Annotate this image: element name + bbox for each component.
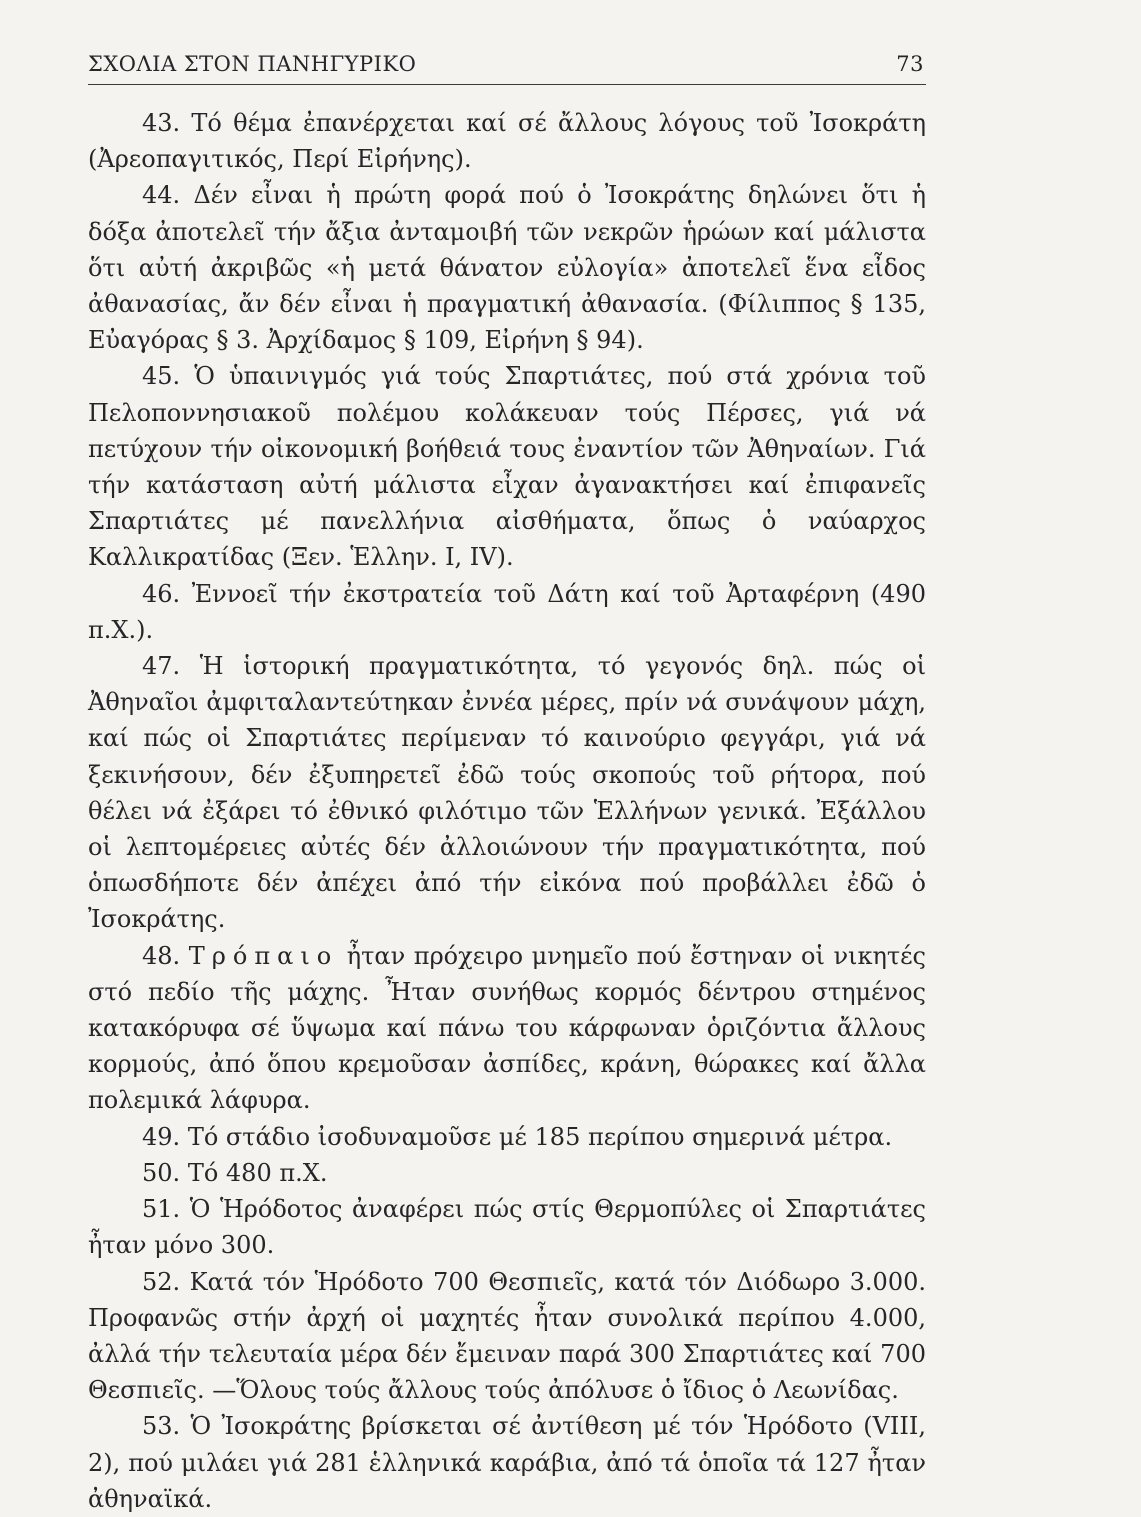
endnote-text: Ὁ Ἡρόδοτος ἀναφέρει πώς στίς Θερμοπύλες οἱ Σπαρτιάτες ἦταν μόνο 300. <box>88 1195 926 1260</box>
endnote-number: 49. <box>142 1122 181 1151</box>
endnote-51 <box>88 1191 926 1263</box>
endnote-44 <box>88 177 926 358</box>
endnote-46 <box>88 576 926 648</box>
endnote-text: Ὁ Ἰσοκράτης βρίσκεται σέ ἀντίθεση μέ τόν Ἡρόδοτο (VIII, 2), πού μιλάει γιά 281 ἑλληνικά καράβια, ἀπό τά ὁποῖα τά 127 ἦταν ἀθηναϊκά. <box>88 1412 926 1513</box>
endnote-text: Ὁ ὑπαινιγμός γιά τούς Σπαρτιάτες, πού στά χρόνια τοῦ Πελοποννησιακοῦ πολέμου κολάκευαν τούς Πέρσες, γιά νά πετύχουν τήν οἰκονομική βοήθειά τους ἐναντίον τῶν Ἀθηναίων. Γιά τήν κατάσταση αὐτή μάλιστα εἶχαν ἀγανακτήσει καί ἐπιφανεῖς Σπαρτιάτες μέ πανελλήνια αἰσθήματα, ὅπως ὁ ναύαρχος Καλλικρατίδας (Ξεν. Ἑλλην. I, IV). <box>88 362 926 572</box>
endnote-45 <box>88 358 926 575</box>
endnote-48 <box>88 938 926 1119</box>
endnote-52 <box>88 1264 926 1409</box>
endnote-47 <box>88 648 926 938</box>
endnote-number: 44. <box>142 181 181 210</box>
endnote-43 <box>88 105 926 177</box>
endnote-number: 53. <box>142 1412 181 1441</box>
endnote-text: Τό 480 π.Χ. <box>187 1158 328 1187</box>
book-page <box>88 52 926 1517</box>
running-title: ΣΧΟΛΙΑ ΣΤΟΝ ΠΑΝΗΓΥΡΙΚΟ <box>88 52 417 76</box>
endnote-53 <box>88 1408 926 1517</box>
endnote-number: 52. <box>142 1267 181 1296</box>
endnote-50 <box>88 1155 926 1191</box>
endnote-text: Κατά τόν Ἡρόδοτο 700 Θεσπιεῖς, κατά τόν Διόδωρο 3.000. Προφανῶς στήν ἀρχή οἱ μαχητές ἦταν συνολικά περίπου 4.000, ἀλλά τήν τελευταία μέρα δέν ἔμειναν παρά 300 Σπαρτιάτες καί 700 Θεσπιεῖς. —Ὅλους τούς ἄλλους τούς ἀπόλυσε ὁ ἴδιος ὁ Λεωνίδας. <box>88 1267 926 1405</box>
endnote-number: 46. <box>142 579 181 608</box>
endnote-number: 48. <box>142 941 181 970</box>
endnote-text: Τό στάδιο ἰσοδυναμοῦσε μέ 185 περίπου σημερινά μέτρα. <box>187 1122 893 1151</box>
endnote-text: Δέν εἶναι ἡ πρώτη φορά πού ὁ Ἰσοκράτης δηλώνει ὅτι ἡ δόξα ἀποτελεῖ τήν ἄξια ἀνταμοιβή τῶν νεκρῶν ἡρώων καί μάλιστα ὅτι αὐτή ἀκριβῶς «ἡ μετά θάνατον εὐλογία» ἀποτελεῖ ἕνα εἶδος ἀθανασίας, ἄν δέν εἶναι ἡ πραγματική ἀθανασία. (Φίλιππος § 135, Εὐαγόρας § 3. Ἀρχίδαμος § 109, Εἰρήνη § 94). <box>88 181 926 355</box>
endnote-number: 50. <box>142 1158 181 1187</box>
running-head <box>88 52 926 85</box>
endnote-text: Ἐννοεῖ τήν ἐκστρατεία τοῦ Δάτη καί τοῦ Ἀρταφέρνη (490 π.Χ.). <box>88 579 926 644</box>
endnote-number: 45. <box>142 362 181 391</box>
page-number: 73 <box>896 52 924 76</box>
endnote-number: 43. <box>142 109 181 137</box>
endnote-text: Τό θέμα ἐπανέρχεται καί σέ ἄλλους λόγους τοῦ Ἰσοκράτη (Ἀρεοπαγιτικός, Περί Εἰρήνης). <box>88 109 926 174</box>
endnotes-list <box>88 105 926 1517</box>
endnote-text: ἦταν πρόχειρο μνημεῖο πού ἔστηναν οἱ νικητές στό πεδίο τῆς μάχης. Ἦταν συνήθως κορμός δέντρου στημένος κατακόρυφα σέ ὕψωμα καί πάνω του κάρφωναν ὁριζόντια ἄλλους κορμούς, ἀπό ὅπου κρεμοῦσαν ἀσπίδες, κράνη, θώρακες καί ἄλλα πολεμικά λάφυρα. <box>88 941 926 1115</box>
endnote-spaced-term: Τρόπαιο <box>188 941 339 970</box>
endnote-text: Ἡ ἱστορική πραγματικότητα, τό γεγονός δηλ. πώς οἱ Ἀθηναῖοι ἀμφιταλαντεύτηκαν ἐννέα μέρες, πρίν νά συνάψουν μάχη, καί πώς οἱ Σπαρτιάτες περίμεναν τό καινούριο φεγγάρι, γιά νά ξεκινήσουν, δέν ἐξυπηρετεῖ ἐδῶ τούς σκοπούς τοῦ ρήτορα, πού θέλει νά ἐξάρει τό ἐθνικό φιλότιμο τῶν Ἑλλήνων γενικά. Ἐξάλλου οἱ λεπτομέρειες αὐτές δέν ἀλλοιώνουν τήν πραγματικότητα, πού ὁπωσδήποτε δέν ἀπέχει ἀπό τήν εἰκόνα πού προβάλλει ἐδῶ ὁ Ἰσοκράτης. <box>88 652 926 934</box>
endnote-number: 47. <box>142 652 181 681</box>
endnote-49 <box>88 1119 926 1155</box>
endnote-number: 51. <box>142 1195 181 1224</box>
